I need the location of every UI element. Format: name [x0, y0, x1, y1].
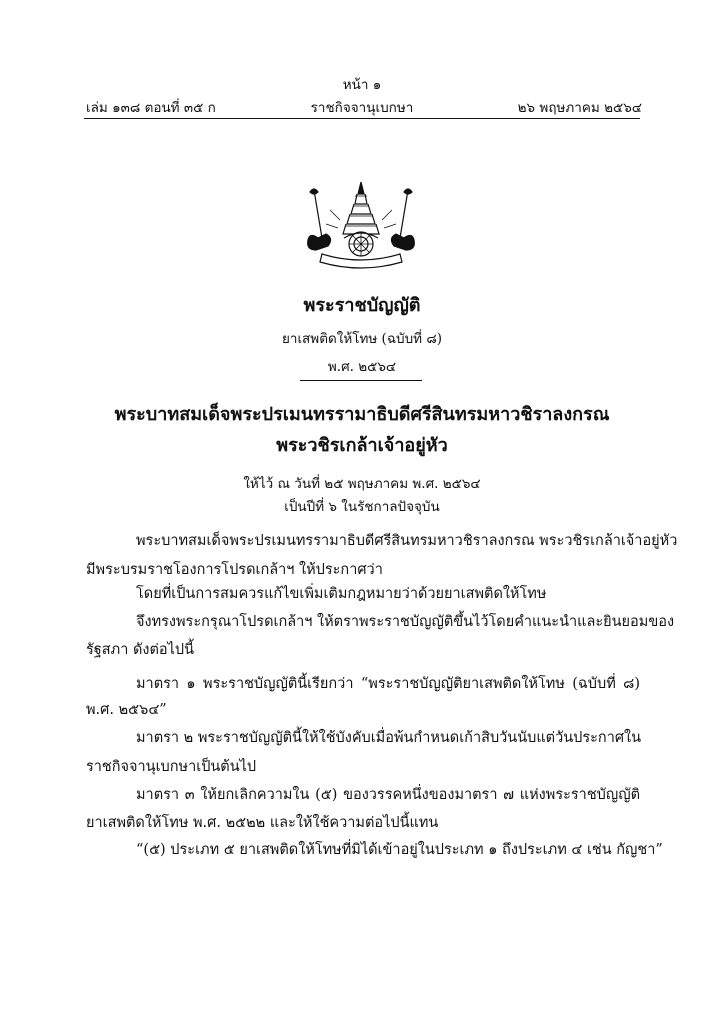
header-divider — [84, 118, 640, 119]
king-name-line-1: พระบาทสมเด็จพระปรเมนทรรามาธิบดีศรีสินทรมหาวชิราลงกรณ — [114, 404, 610, 425]
act-title: พระราชบัญญัติ — [303, 295, 421, 316]
gazette-date: ๒๖ พฤษภาคม ๒๕๖๔ — [517, 100, 642, 116]
section-3-line-2: ยาเสพติดให้โทษ พ.ศ. ๒๕๒๒ และให้ใช้ความต่อไปนี้แทน — [86, 815, 439, 831]
enactment-line-1: จึงทรงพระกรุณาโปรดเกล้าฯ ให้ตราพระราชบัญญัติขึ้นไว้โดยคำแนะนำและยินยอมของ — [136, 614, 675, 630]
section-1-line-1: มาตรา ๑ พระราชบัญญัตินี้เรียกว่า “พระราชบัญญัติยาเสพติดให้โทษ (ฉบับที่ ๘) — [136, 676, 640, 692]
king-name-line-2: พระวชิรเกล้าเจ้าอยู่หัว — [276, 435, 448, 456]
gazette-volume-issue: เล่ม ๑๓๘ ตอนที่ ๓๕ ก — [86, 100, 216, 116]
act-subtitle: ยาเสพติดให้โทษ (ฉบับที่ ๘) — [281, 331, 443, 347]
preamble-line-2: มีพระบรมราชโองการโปรดเกล้าฯ ให้ประกาศว่า — [86, 562, 383, 578]
title-divider — [300, 380, 422, 381]
royal-emblem-icon — [300, 180, 422, 272]
section-2-line-2: ราชกิจจานุเบกษาเป็นต้นไป — [86, 759, 257, 775]
gazette-name: ราชกิจจานุเบกษา — [310, 100, 414, 116]
enactment-line-2: รัฐสภา ดังต่อไปนี้ — [86, 642, 194, 658]
page-number: หน้า ๑ — [342, 77, 382, 93]
section-1-line-2: พ.ศ. ๒๕๖๔” — [86, 702, 167, 718]
act-year: พ.ศ. ๒๕๖๔ — [327, 359, 397, 375]
section-3-quote: “(๕) ประเภท ๕ ยาเสพติดให้โทษที่มิได้เข้าอยู่ในประเภท ๑ ถึงประเภท ๔ เช่น กัญชา” — [136, 842, 663, 858]
given-date: ให้ไว้ ณ วันที่ ๒๕ พฤษภาคม พ.ศ. ๒๕๖๔ — [243, 476, 481, 492]
section-2-line-1: มาตรา ๒ พระราชบัญญัตินี้ให้ใช้บังคับเมื่อพ้นกำหนดเก้าสิบวันนับแต่วันประกาศใน — [136, 730, 642, 746]
section-3-line-1: มาตรา ๓ ให้ยกเลิกความใน (๕) ของวรรคหนึ่งของมาตรา ๗ แห่งพระราชบัญญัติ — [136, 787, 640, 803]
preamble-line-1: พระบาทสมเด็จพระปรเมนทรรามาธิบดีศรีสินทรมหาวชิราลงกรณ พระวชิรเกล้าเจ้าอยู่หัว — [136, 533, 678, 549]
rationale-paragraph: โดยที่เป็นการสมควรแก้ไขเพิ่มเติมกฎหมายว่าด้วยยาเสพติดให้โทษ — [136, 586, 547, 602]
reign-year: เป็นปีที่ ๖ ในรัชกาลปัจจุบัน — [284, 499, 440, 515]
